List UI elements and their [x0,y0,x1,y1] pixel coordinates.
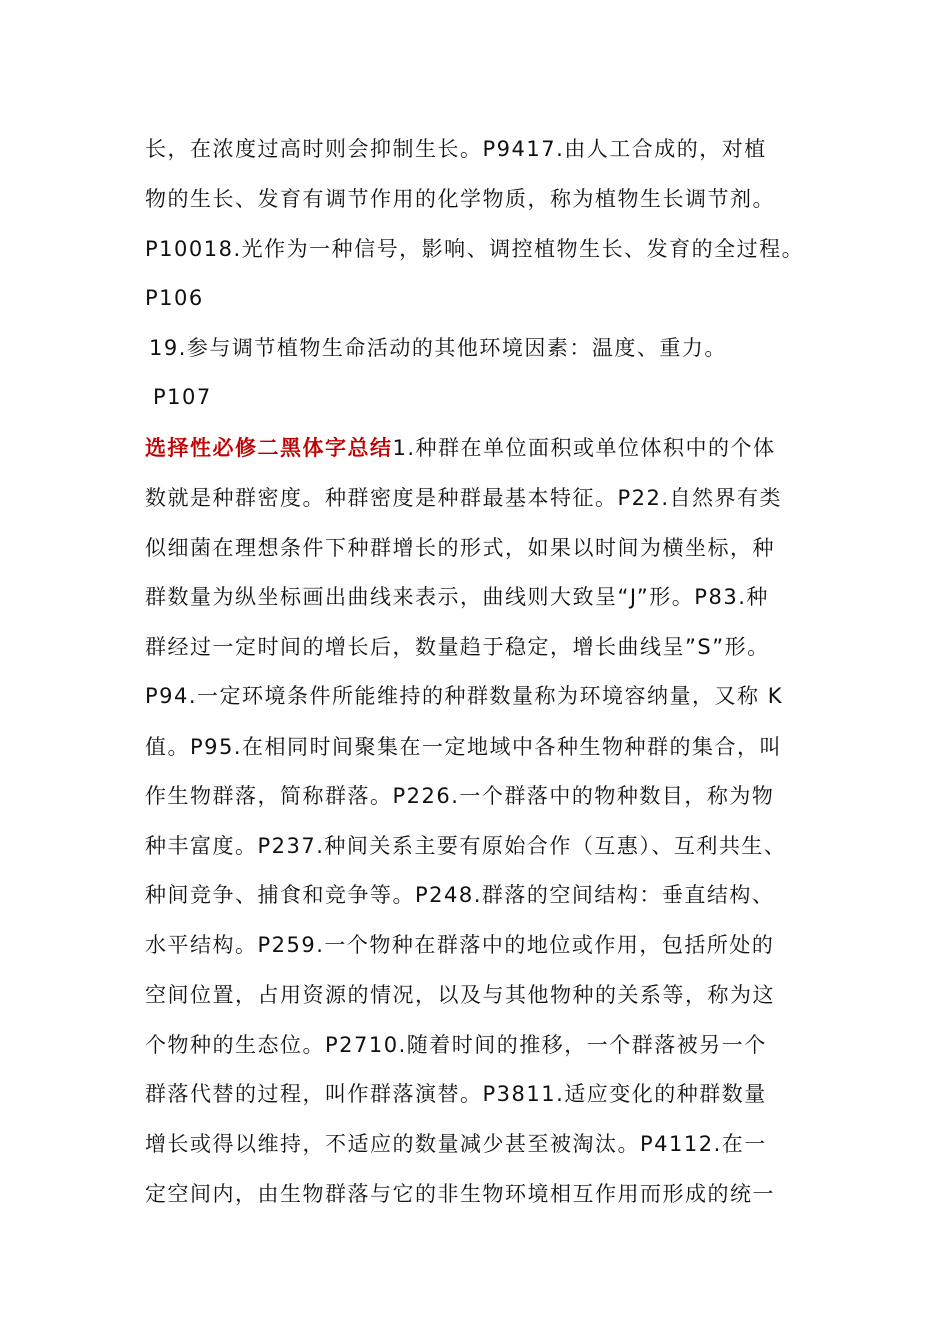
text-line: 种间竞争、捕食和竞争等。P248.群落的空间结构：垂直结构、 [145,883,775,907]
text-line: 数就是种群密度。种群密度是种群最基本特征。P22.自然界有类 [145,486,783,510]
text-line: 空间位置，占用资源的情况，以及与其他物种的关系等，称为这 [145,983,775,1007]
text-line: P107 [153,385,212,409]
text-line: 种丰富度。P237.种间关系主要有原始合作（互惠）、互利共生、 [145,834,787,858]
text-line: 个物种的生态位。P2710.随着时间的推移，一个群落被另一个 [145,1033,767,1057]
text-line: 定空间内，由生物群落与它的非生物环境相互作用而形成的统一 [145,1182,775,1206]
text-line: P10018.光作为一种信号，影响、调控植物生长、发育的全过程。 [145,237,805,261]
text-line: 似细菌在理想条件下种群增长的形式，如果以时间为横坐标，种 [145,536,775,560]
text-line: 群落代替的过程，叫作群落演替。P3811.适应变化的种群数量 [145,1082,767,1106]
text-line: 水平结构。P259.一个物种在群落中的地位或作用，包括所处的 [145,933,775,957]
section-heading: 选择性必修二黑体字总结 [145,436,393,460]
text-line: 物的生长、发育有调节作用的化学物质，称为植物生长调节剂。 [145,187,775,211]
text-line-remainder: 1.种群在单位面积或单位体积中的个体 [392,436,776,460]
text-line: 群经过一定时间的增长后，数量趋于稳定，增长曲线呈”S”形。 [145,635,770,659]
text-line: 19.参与调节植物生命活动的其他环境因素：温度、重力。 [149,336,727,360]
text-line: 值。P95.在相同时间聚集在一定地域中各种生物种群的集合，叫 [145,735,783,759]
text-line: 作生物群落，简称群落。P226.一个群落中的物种数目，称为物 [145,784,775,808]
text-line: P94.一定环境条件所能维持的种群数量称为环境容纳量，又称 K [145,684,784,708]
text-line: 长，在浓度过高时则会抑制生长。P9417.由人工合成的，对植 [145,137,767,161]
text-line: 增长或得以维持，不适应的数量减少甚至被淘汰。P4112.在一 [145,1132,767,1156]
text-line-with-heading [145,435,776,461]
text-line: 群数量为纵坐标画出曲线来表示，曲线则大致呈“J”形。P83.种 [145,585,769,609]
text-line: P106 [145,286,204,310]
